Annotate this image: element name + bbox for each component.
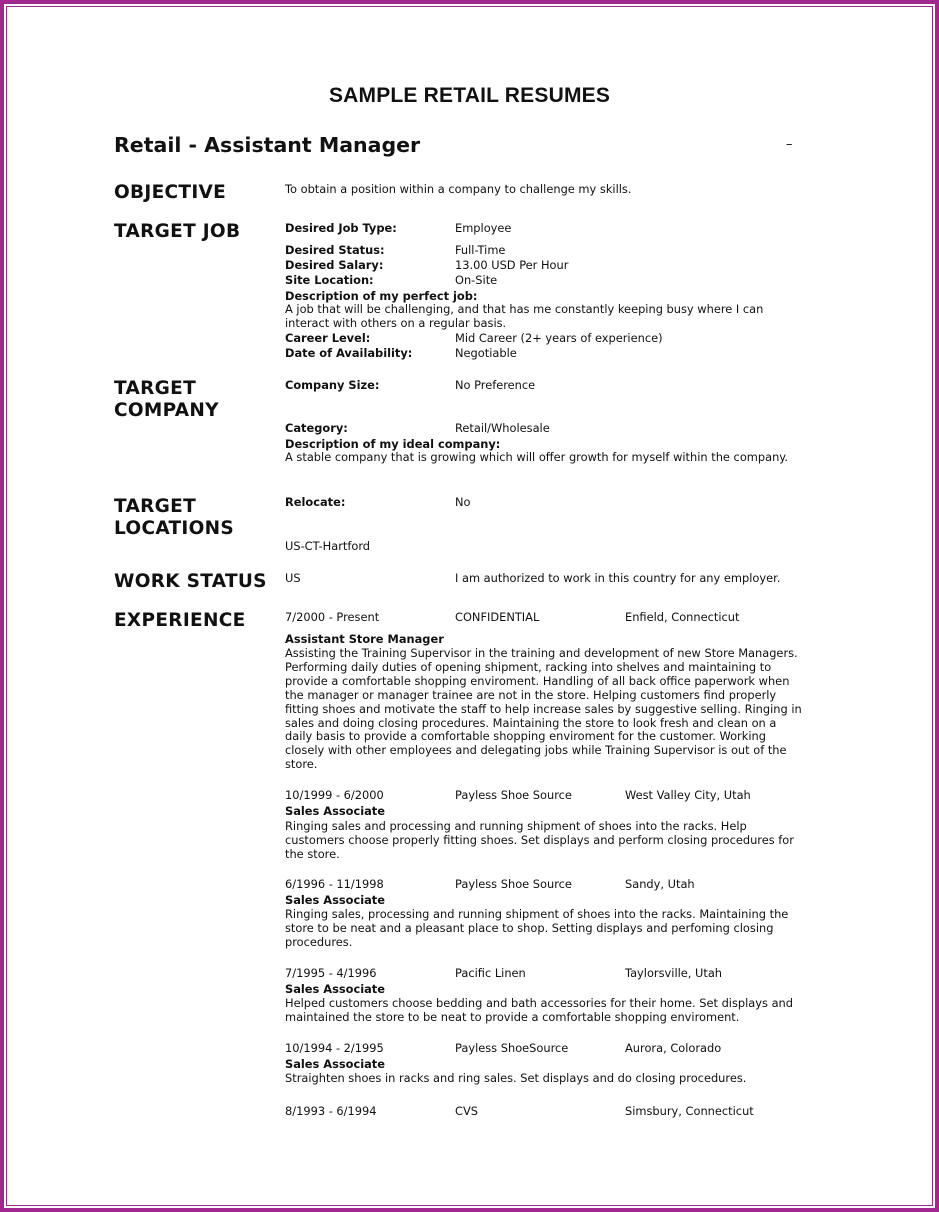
section-target-locations-line1: TARGET [114,496,196,517]
job-description: Assisting the Training Supervisor in the training and development of new Store Managers. Performing daily duties of opening shipment, racking into shelves and maintaining to provide a comfortable shopping enviroment. Handling of all back office paperwork when the manager or manager trainee are not in the store. Helping customers find properly fitting shoes and motivate the staff to help increase sales by suggestive selling. Ringing in sales and doing closing procedures. Maintaining the store to look fresh and clean on a daily basis to provide a comfortable shopping enviroment for the customer. Working closely with other employees and delegating jobs while Training Supervisor is out of the store. [285,646,802,772]
company-size-label: Company Size: [285,378,380,392]
section-experience: EXPERIENCE [114,610,246,631]
subtitle-mark: – [786,137,793,152]
section-work-status: WORK STATUS [114,571,267,592]
job-dates: 8/1993 - 6/1994 [285,1104,377,1118]
company-size-value: No Preference [455,378,536,392]
career-level-label: Career Level: [285,331,371,345]
resume-title: Retail - Assistant Manager [114,133,421,157]
job-description: Helped customers choose bedding and bath accessories for their home. Set displays and maintained the store to be neat to provide a comfortable shopping enviroment. [285,996,794,1024]
category-value: Retail/Wholesale [455,421,550,435]
section-target-company-line2: COMPANY [114,400,219,421]
job-title: Sales Associate [285,982,385,996]
section-target-locations-line2: LOCATIONS [114,518,235,539]
ideal-company-text: A stable company that is growing which will offer growth for myself within the company. [285,450,789,464]
status-label: Desired Status: [285,243,385,257]
ideal-company-label: Description of my ideal company: [285,437,501,451]
category-label: Category: [285,421,348,435]
target-location: US-CT-Hartford [285,539,371,553]
job-type-value: Employee [455,221,512,235]
job-title: Sales Associate [285,804,385,818]
job-company: Pacific Linen [455,966,526,980]
status-value: Full-Time [455,243,506,257]
section-target-company-line1: TARGET [114,378,196,399]
site-value: On-Site [455,273,498,287]
page-title: SAMPLE RETAIL RESUMES [328,84,611,107]
job-description: Ringing sales, processing and running shipment of shoes into the racks. Maintaining the store to be neat and a pleasant place to shop. Setting displays and perfoming closing procedures. [285,907,789,949]
job-title: Sales Associate [285,893,385,907]
job-location: Simsbury, Connecticut [625,1104,754,1118]
job-dates: 10/1994 - 2/1995 [285,1041,384,1055]
perfect-job-text: A job that will be challenging, and that has me constantly keeping busy where I can interact with others on a regular basis. [285,302,764,330]
perfect-job-label: Description of my perfect job: [285,289,478,303]
job-company: Payless Shoe Source [455,877,572,891]
objective-text: To obtain a position within a company to challenge my skills. [285,182,632,196]
site-label: Site Location: [285,273,374,287]
job-title: Assistant Store Manager [285,632,444,646]
job-company: Payless ShoeSource [455,1041,569,1055]
job-location: West Valley City, Utah [625,788,751,802]
job-type-label: Desired Job Type: [285,221,397,235]
availability-value: Negotiable [455,346,517,360]
section-target-company [114,378,219,422]
job-dates: 7/2000 - Present [285,610,380,624]
work-authorization: I am authorized to work in this country for any employer. [455,571,781,585]
job-location: Sandy, Utah [625,877,695,891]
salary-value: 13.00 USD Per Hour [455,258,569,272]
job-company: Payless Shoe Source [455,788,572,802]
job-company: CONFIDENTIAL [455,610,540,624]
job-description: Ringing sales and processing and running shipment of shoes into the racks. Help customers choose properly fitting shoes. Set displays and perform closing procedures for the store. [285,819,794,861]
job-title: Sales Associate [285,1057,385,1071]
salary-label: Desired Salary: [285,258,384,272]
section-objective: OBJECTIVE [114,182,227,203]
section-target-locations [114,496,234,540]
job-location: Enfield, Connecticut [625,610,740,624]
availability-label: Date of Availability: [285,346,413,360]
job-description: Straighten shoes in racks and ring sales. Set displays and do closing procedures. [285,1071,747,1085]
job-dates: 10/1999 - 6/2000 [285,788,384,802]
job-location: Aurora, Colorado [625,1041,722,1055]
relocate-label: Relocate: [285,495,346,509]
work-country: US [285,571,301,585]
relocate-value: No [455,495,471,509]
job-dates: 7/1995 - 4/1996 [285,966,377,980]
career-level-value: Mid Career (2+ years of experience) [455,331,663,345]
job-location: Taylorsville, Utah [625,966,723,980]
job-company: CVS [455,1104,478,1118]
section-target-job: TARGET JOB [114,221,241,242]
job-dates: 6/1996 - 11/1998 [285,877,384,891]
